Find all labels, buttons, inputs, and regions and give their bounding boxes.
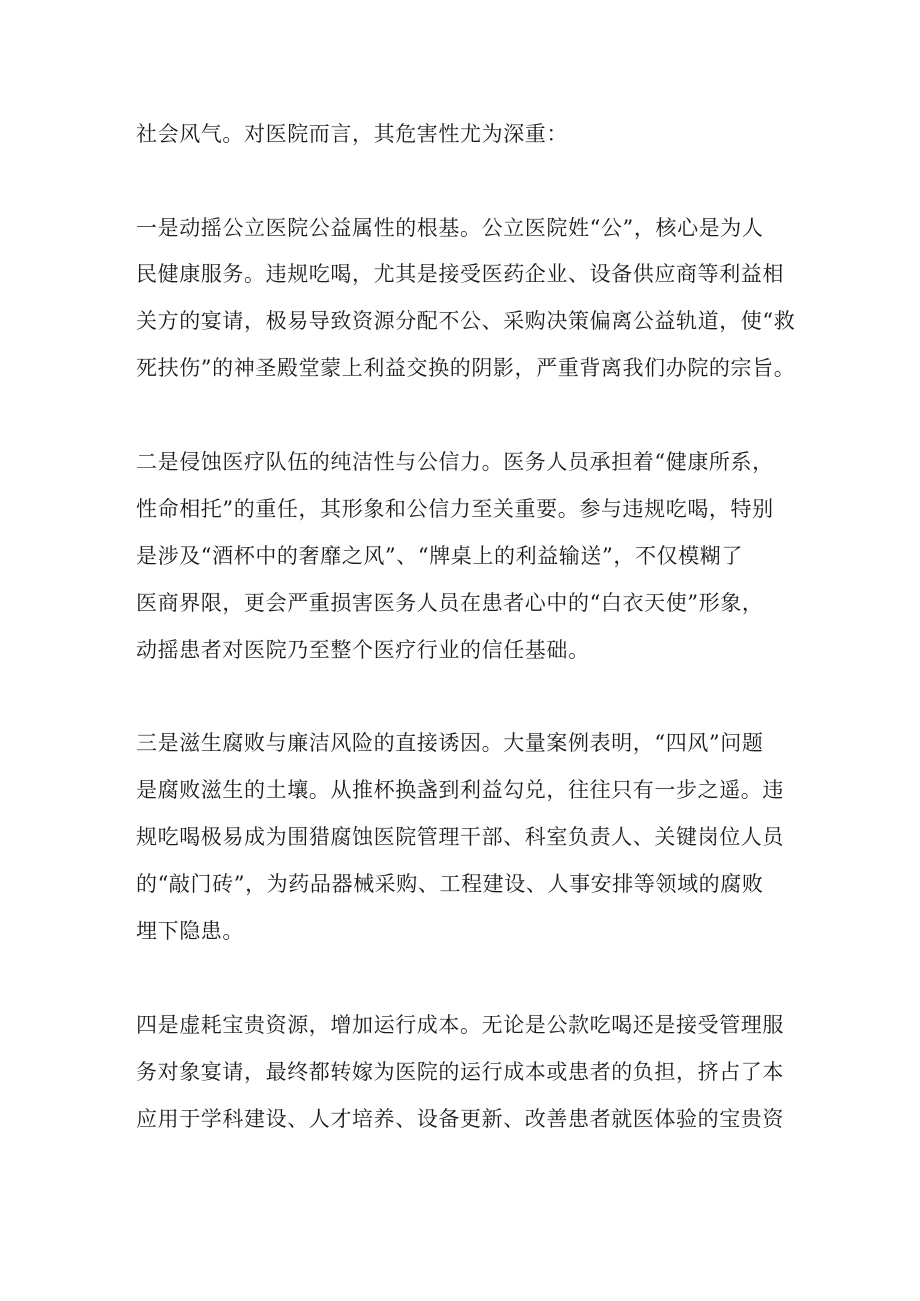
point2-line-4: 医商界限，更会严重损害医务人员在患者心中的“白衣天使”形象，: [136, 591, 764, 615]
point2-line-3: 是涉及“酒杯中的奢靡之风”、“牌桌上的利益输送”，不仅模糊了: [136, 544, 743, 568]
point1-line-3: 关方的宴请，极易导致资源分配不公、采购决策偏离公益轨道，使“救: [136, 309, 796, 333]
point4-line-1: 四是虚耗宝贵资源，增加运行成本。无论是公款吃喝还是接受管理服: [136, 1013, 784, 1037]
point3-line-4: 的“敲门砖”，为药品器械采购、工程建设、人事安排等领域的腐败: [136, 872, 764, 896]
point1-line-1: 一是动摇公立医院公益属性的根基。公立医院姓“公”，核心是为人: [136, 216, 764, 240]
point2-line-2: 性命相托”的重任，其形象和公信力至关重要。参与违规吃喝，特别: [136, 497, 774, 521]
point2-line-5: 动摇患者对医院乃至整个医疗行业的信任基础。: [136, 638, 590, 662]
point1-line-2: 民健康服务。违规吃喝，尤其是接受医药企业、设备供应商等利益相: [136, 262, 784, 286]
point2-line-1: 二是侵蚀医疗队伍的纯洁性与公信力。医务人员承担着“健康所系，: [136, 450, 774, 474]
intro-line-1: 社会风气。对医院而言，其危害性尤为深重：: [136, 122, 568, 146]
point1-line-4: 死扶伤”的神圣殿堂蒙上利益交换的阴影，严重背离我们办院的宗旨。: [136, 356, 796, 380]
point4-line-3: 应用于学科建设、人才培养、设备更新、改善患者就医体验的宝贵资: [136, 1107, 784, 1131]
point3-line-3: 规吃喝极易成为围猎腐蚀医院管理干部、科室负责人、关键岗位人员: [136, 825, 784, 849]
point3-line-1: 三是滋生腐败与廉洁风险的直接诱因。大量案例表明，“四风”问题: [136, 731, 764, 755]
point3-line-2: 是腐败滋生的土壤。从推杯换盏到利益勾兑，往往只有一步之遥。违: [136, 778, 784, 802]
point4-line-2: 务对象宴请，最终都转嫁为医院的运行成本或患者的负担，挤占了本: [136, 1060, 784, 1084]
point3-line-5: 埋下隐患。: [136, 919, 244, 943]
